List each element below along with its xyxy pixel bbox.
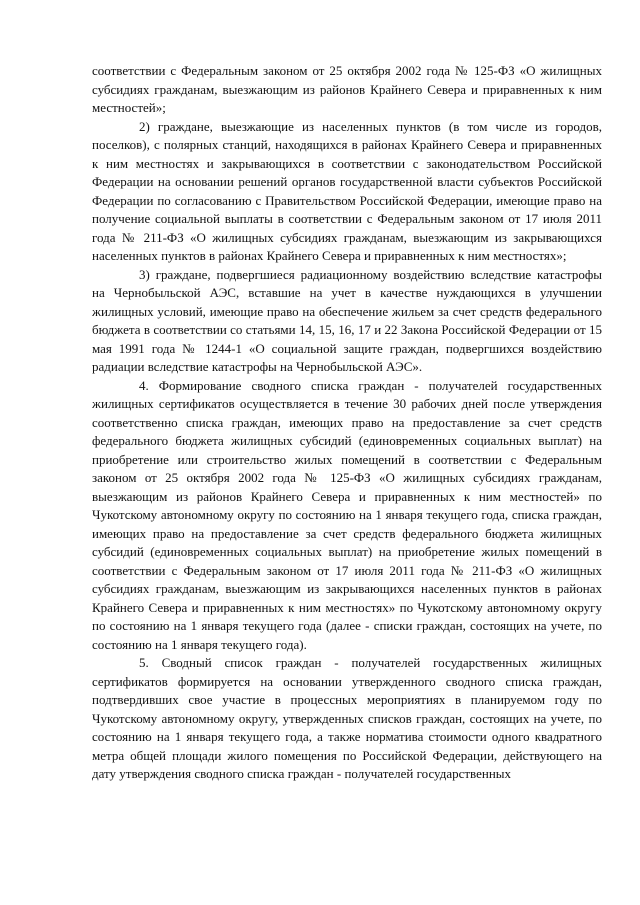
paragraph-continuation: соответствии с Федеральным законом от 25 октября 2002 года № 125-ФЗ «О жилищных субсидиях гражданам, выезжающим из районов Крайнего Севера и приравненных к ним местностей»; [92, 63, 602, 115]
paragraph-item-2: 2) граждане, выезжающие из населенных пунктов (в том числе из городов, поселков), с полярных станций, находящихся в районах Крайнего Севера и приравненных к ним местностях и закрывающихся в соответствии с законодательством Российской Федерации на основании решений органов государственной власти субъектов Российской Федерации по согласованию с Правительством Российской Федерации, имеющие право на получение социальной выплаты в соответствии с Федеральным законом от 17 июля 2011 года № 211-ФЗ «О жилищных субсидиях гражданам, выезжающим из закрывающихся населенных пунктов в районах Крайнего Севера и приравненных к ним местностях»; [92, 118, 602, 263]
paragraph-section-5: 5. Сводный список граждан - получателей государственных жилищных сертификатов формируется на основании утвержденного сводного списка граждан, подтвердивших свое участие в процессных мероприятиях в планируемом году по Чукотскому автономному округу, утвержденных списков граждан, состоящих на учете, по состоянию на 1 января текущего года, а также норматива стоимости одного квадратного метра общей площади жилого помещения по Российской Федерации, действующего на дату утверждения сводного списка граждан - получателей государственных [92, 655, 602, 781]
paragraph-item-3: 3) граждане, подвергшиеся радиационному воздействию вследствие катастрофы на Чернобыльской АЭС, вставшие на учет в качестве нуждающихся в улучшении жилищных условий, имеющие право на обеспечение жильем за счет средств федерального бюджета в соответствии со статьями 14, 15, 16, 17 и 22 Закона Российской Федерации от 15 мая 1991 года № 1244-1 «О социальной защите граждан, подвергшихся воздействию радиации вследствие катастрофы на Чернобыльской АЭС». [92, 266, 602, 374]
document-body [92, 62, 602, 784]
paragraph-section-4: 4. Формирование сводного списка граждан - получателей государственных жилищных сертификатов осуществляется в течение 30 рабочих дней после утверждения соответственно списка граждан, имеющих право на предоставление за счет средств федерального бюджета жилищных субсидий (единовременных социальных выплат) на приобретение или строительство жилых помещений в соответствии с Федеральным законом от 25 октября 2002 года № 125-ФЗ «О жилищных субсидиях гражданам, выезжающим из районов Крайнего Севера и приравненных к ним местностей» по Чукотскому автономному округу по состоянию на 1 января текущего года, списка граждан, имеющих право на предоставление за счет средств федерального бюджета жилищных субсидий (единовременных социальных выплат) на приобретение жилых помещений в соответствии с Федеральным законом от 17 июля 2011 года № 211-ФЗ «О жилищных субсидиях гражданам, выезжающим из закрывающихся населенных пунктов в районах Крайнего Севера и приравненных к ним местностях» по Чукотскому автономному округу по состоянию на 1 января текущего года (далее - списки граждан, состоящих на учете, по состоянию на 1 января текущего года). [92, 377, 602, 652]
